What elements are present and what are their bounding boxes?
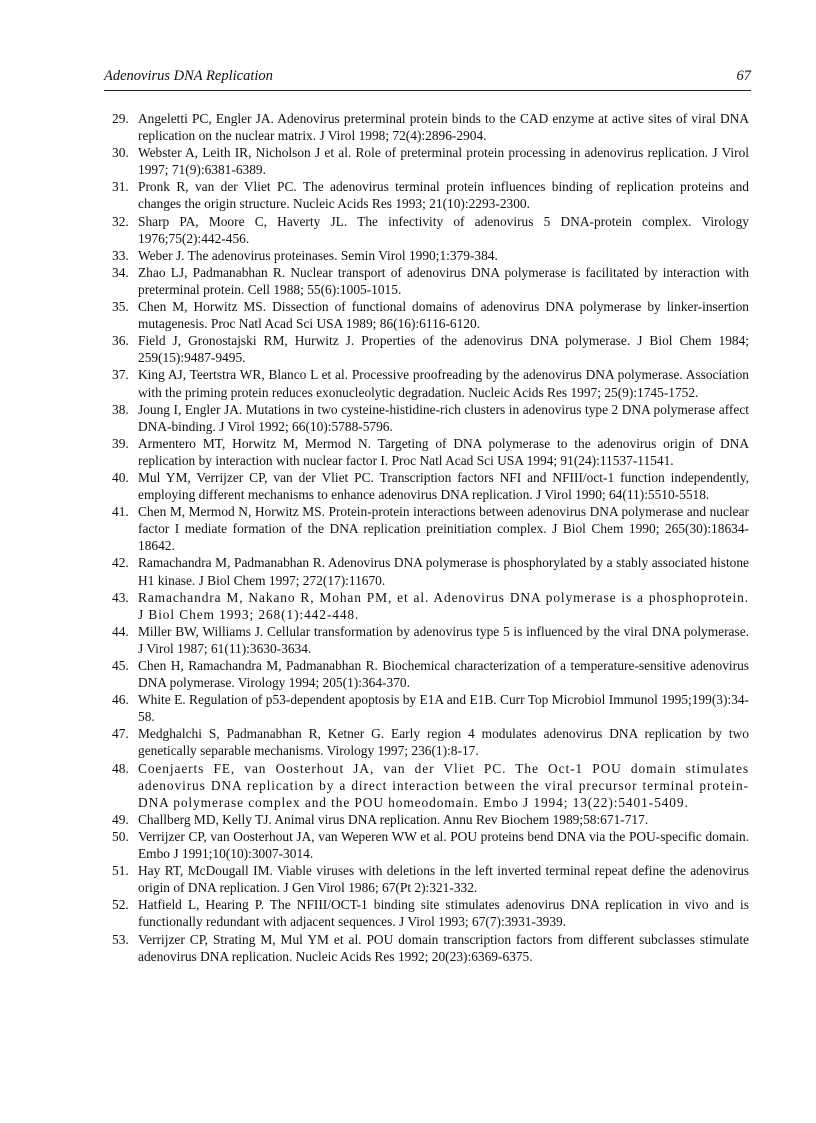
reference-text: Webster A, Leith IR, Nicholson J et al. Role of preterminal protein processing in adenovirus replication. J Virol 1997; 71(9):6381-6389. xyxy=(138,145,749,178)
reference-item xyxy=(104,435,749,469)
reference-item xyxy=(104,623,749,657)
reference-text: Mul YM, Verrijzer CP, van der Vliet PC. Transcription factors NFI and NFIII/oct-1 function independently, employing different mechanisms to enhance adenovirus DNA replication. J Virol 1990; 64(11):5510-5518. xyxy=(138,469,749,503)
reference-item xyxy=(104,401,749,435)
reference-text: Challberg MD, Kelly TJ. Animal virus DNA replication. Annu Rev Biochem 1989;58:671-717. xyxy=(138,811,649,827)
running-header xyxy=(104,66,751,91)
reference-text: White E. Regulation of p53-dependent apoptosis by E1A and E1B. Curr Top Microbiol Immunol 1995;199(3):34-58. xyxy=(138,692,749,725)
reference-text: Angeletti PC, Engler JA. Adenovirus preterminal protein binds to the CAD enzyme at active sites of viral DNA replication on the nuclear matrix. J Virol 1998; 72(4):2896-2904. xyxy=(138,111,749,144)
reference-item xyxy=(104,725,749,759)
reference-number: 46. xyxy=(112,692,129,708)
reference-number: 50. xyxy=(112,828,129,844)
reference-text: Armentero MT, Horwitz M, Mermod N. Targeting of DNA polymerase to the adenovirus origin of DNA replication by interaction with nuclear factor I. Proc Natl Acad Sci USA 1994; 91(24):11537-11541. xyxy=(138,435,749,468)
reference-list xyxy=(104,110,749,965)
reference-number: 38. xyxy=(112,401,129,417)
reference-text: Sharp PA, Moore C, Haverty JL. The infectivity of adenovirus 5 DNA-protein complex. Virology 1976;75(2):442-456. xyxy=(138,213,749,246)
reference-number: 51. xyxy=(112,863,129,879)
running-title: Adenovirus DNA Replication xyxy=(104,68,273,84)
reference-number: 33. xyxy=(112,247,129,263)
reference-text: Field J, Gronostajski RM, Hurwitz J. Properties of the adenovirus DNA polymerase. J Biol Chem 1984; 259(15):9487-9495. xyxy=(138,333,749,366)
reference-item xyxy=(104,862,749,896)
reference-text: Verrijzer CP, Strating M, Mul YM et al. POU domain transcription factors from different subclasses stimulate adenovirus DNA replication. Nucleic Acids Res 1992; 20(23):6369-6375. xyxy=(138,931,749,964)
reference-item xyxy=(104,554,749,588)
reference-text: Miller BW, Williams J. Cellular transformation by adenovirus type 5 is influenced by the viral DNA polymerase. J Virol 1987; 61(11):3630-3634. xyxy=(138,623,749,656)
reference-text: Joung I, Engler JA. Mutations in two cysteine-histidine-rich clusters in adenovirus type 2 DNA polymerase affect DNA-binding. J Virol 1992; 66(10):5788-5796. xyxy=(138,401,749,434)
reference-item xyxy=(104,760,749,811)
reference-number: 39. xyxy=(112,435,129,451)
reference-number: 42. xyxy=(112,555,129,571)
reference-number: 43. xyxy=(112,589,129,605)
reference-item xyxy=(104,691,749,725)
reference-item xyxy=(104,178,749,212)
reference-number: 37. xyxy=(112,367,129,383)
reference-item xyxy=(104,589,749,623)
reference-number: 34. xyxy=(112,264,129,280)
reference-number: 35. xyxy=(112,299,129,315)
reference-number: 40. xyxy=(112,469,129,485)
reference-number: 31. xyxy=(112,179,129,195)
reference-item xyxy=(104,828,749,862)
reference-item xyxy=(104,298,749,332)
reference-item xyxy=(104,110,749,144)
reference-text: Hatfield L, Hearing P. The NFIII/OCT-1 binding site stimulates adenovirus DNA replication in vivo and is functionally redundant with adjacent sequences. J Virol 1993; 67(7):3931-3939. xyxy=(138,897,749,930)
reference-number: 52. xyxy=(112,897,129,913)
reference-text: Ramachandra M, Nakano R, Mohan PM, et al. Adenovirus DNA polymerase is a phosphoprotein. J Biol Chem 1993; 268(1):442-448. xyxy=(138,589,749,622)
reference-text: King AJ, Teertstra WR, Blanco L et al. Processive proofreading by the adenovirus DNA polymerase. Association with the priming protein reduces exonucleolytic degradation. Nucleic Acids Res 1997; 25(9):1745-1752. xyxy=(138,367,749,400)
reference-number: 30. xyxy=(112,145,129,161)
reference-text: Zhao LJ, Padmanabhan R. Nuclear transport of adenovirus DNA polymerase is facilitated by interaction with preterminal protein. Cell 1988; 55(6):1005-1015. xyxy=(138,264,749,297)
page-number: 67 xyxy=(736,68,751,84)
reference-number: 44. xyxy=(112,623,129,639)
reference-item xyxy=(104,503,749,554)
reference-item xyxy=(104,469,749,503)
reference-text: Hay RT, McDougall IM. Viable viruses with deletions in the left inverted terminal repeat define the adenovirus origin of DNA replication. J Gen Virol 1986; 67(Pt 2):321-332. xyxy=(138,863,749,896)
reference-number: 47. xyxy=(112,726,129,742)
reference-number: 49. xyxy=(112,811,129,827)
reference-number: 36. xyxy=(112,333,129,349)
reference-number: 45. xyxy=(112,658,129,673)
reference-item xyxy=(104,144,749,178)
reference-item xyxy=(104,213,749,247)
reference-text: Pronk R, van der Vliet PC. The adenovirus terminal protein influences binding of replication proteins and changes the origin structure. Nucleic Acids Res 1993; 21(10):2293-2300. xyxy=(138,179,749,212)
reference-item xyxy=(104,332,749,366)
reference-text: Coenjaerts FE, van Oosterhout JA, van der Vliet PC. The Oct-1 POU domain stimulates adenovirus DNA replication by a direct interaction between the viral precursor terminal protein-DNA polymerase complex and the POU homeodomain. Embo J 1994; 13(22):5401-5409. xyxy=(138,760,749,810)
reference-item xyxy=(104,366,749,400)
reference-item xyxy=(104,931,749,965)
reference-text: Chen M, Horwitz MS. Dissection of functional domains of adenovirus DNA polymerase by linker-insertion mutagenesis. Proc Natl Acad Sci USA 1989; 86(16):6116-6120. xyxy=(138,299,749,332)
reference-text: Verrijzer CP, van Oosterhout JA, van Weperen WW et al. POU proteins bend DNA via the POU-specific domain. Embo J 1991;10(10):3007-3014. xyxy=(138,828,749,862)
reference-text: Chen H, Ramachandra M, Padmanabhan R. Biochemical characterization of a temperature-sensitive adenovirus DNA polymerase. Virology 1994; 205(1):364-370. xyxy=(138,658,749,691)
reference-item xyxy=(104,264,749,298)
reference-number: 53. xyxy=(112,931,129,947)
reference-item xyxy=(104,247,749,264)
reference-item xyxy=(104,657,749,691)
reference-number: 41. xyxy=(112,504,129,520)
reference-number: 48. xyxy=(112,760,129,776)
reference-item xyxy=(104,811,749,828)
reference-text: Medghalchi S, Padmanabhan R, Ketner G. Early region 4 modulates adenovirus DNA replication by two genetically separable mechanisms. Virology 1997; 236(1):8-17. xyxy=(138,726,749,759)
reference-item xyxy=(104,896,749,930)
reference-text: Chen M, Mermod N, Horwitz MS. Protein-protein interactions between adenovirus DNA polymerase and nuclear factor I mediate formation of the DNA replication preinitiation complex. J Biol Chem 1990; 265(30):18634-18642. xyxy=(138,504,749,554)
reference-number: 29. xyxy=(112,111,129,126)
reference-text: Ramachandra M, Padmanabhan R. Adenovirus DNA polymerase is phosphorylated by a stably associated histone H1 kinase. J Biol Chem 1997; 272(17):11670. xyxy=(138,555,749,588)
reference-text: Weber J. The adenovirus proteinases. Semin Virol 1990;1:379-384. xyxy=(138,247,498,263)
reference-number: 32. xyxy=(112,213,129,229)
